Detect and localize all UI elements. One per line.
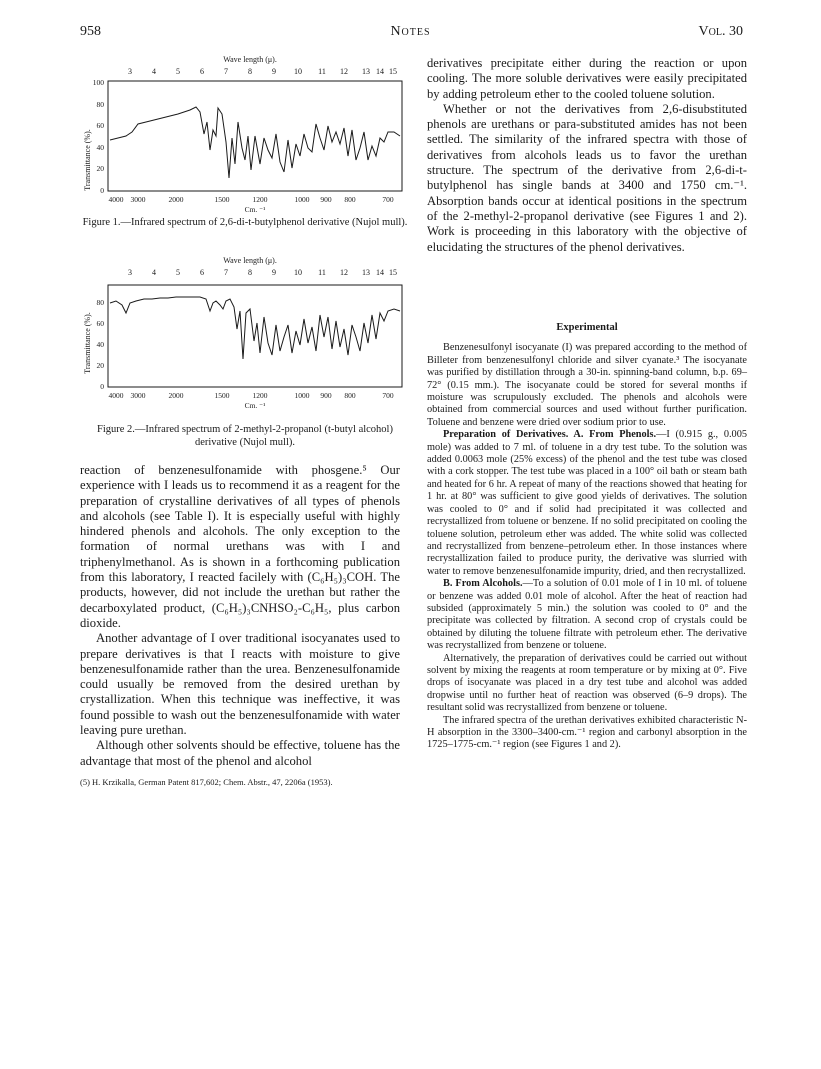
wavelength-tick: 9 (272, 268, 276, 277)
x-tick: 1500 (214, 391, 230, 400)
x-tick: 1200 (252, 391, 268, 400)
body-paragraph: Although other solvents should be effective, toluene has the advantage that most of the phenol and alcohol (80, 738, 400, 768)
figure-1 (80, 52, 410, 217)
y-tick: 60 (96, 121, 104, 130)
experimental-heading: Experimental (556, 322, 618, 333)
figure-2-caption: Figure 2.—Infrared spectrum of 2-methyl-2-propanol (t-butyl alcohol) derivative (Nujol mull). (97, 424, 393, 448)
x-tick: 3000 (130, 195, 146, 204)
wavelength-tick: 5 (176, 67, 180, 76)
x-tick: 900 (320, 195, 332, 204)
wavelength-tick: 15 (389, 67, 397, 76)
x-tick: 4000 (108, 391, 124, 400)
figure-1-y-axis-label: Transmittance (%). (83, 129, 92, 191)
experimental-paragraph: The infrared spectra of the urethan derivatives exhibited characteristic N-H absorption in the 3300–3400-cm.⁻¹ region and carbonyl absorption in the 1725–1775-cm.⁻¹ region (see Figures 1 and 2). (427, 714, 747, 751)
wavelength-tick: 4 (152, 67, 156, 76)
footnote: (5) H. Krzikalla, German Patent 817,602; Chem. Abstr., 47, 2206a (1953). (80, 776, 333, 787)
subsection-heading: B. From Alcohols. (443, 578, 523, 590)
y-tick: 60 (96, 319, 104, 328)
x-tick: 700 (382, 391, 394, 400)
y-tick: 80 (96, 100, 104, 109)
experimental-text: —To a solution of 0.01 mole of I in 10 ml. of toluene or benzene was added 0.01 mole of alcohol. After the heat of reaction had subsided (approximately 5 min.) the solution was cooled to 0° and the precipitate was collected by filtration. A second crop of crystals could be obtained by diluting the toluene filtrate with petroleum ether. The derivative was recrystallized from benzene or toluene. (427, 578, 747, 652)
wavelength-tick: 7 (224, 268, 228, 277)
figure-1-caption: Figure 1.—Infrared spectrum of 2,6-di-t-butylphenol derivative (Nujol mull). (82, 217, 408, 228)
wavelength-tick: 8 (248, 268, 252, 277)
wavelength-tick: 11 (318, 268, 326, 277)
figure-1-wavelength-label: Wave length (μ). (223, 55, 277, 64)
y-tick: 0 (100, 382, 104, 391)
x-tick: 2000 (168, 391, 184, 400)
wavelength-tick: 5 (176, 268, 180, 277)
y-tick: 80 (96, 298, 104, 307)
body-paragraph: derivatives precipitate either during the reaction or upon cooling. The more soluble derivatives were easily precipitated by adding petroleum ether to the cooled toluene solution. (427, 56, 747, 101)
page-number: 958 (80, 24, 101, 39)
body-paragraph: Another advantage of I over traditional isocyanates used to prepare derivatives is that I reacts with moisture to give benzenesulfonamide rather than the urea. Benzenesulfonamide could usually be removed from the desired urethan by crystallization. When this technique was ineffective, it was found possible to wash out the benzenesulfonamide with water leaving pure urethan. (80, 631, 400, 738)
figure-2 (80, 255, 410, 415)
y-tick: 40 (96, 340, 104, 349)
x-tick: 1200 (252, 195, 268, 204)
y-tick: 20 (96, 164, 104, 173)
x-tick: 700 (382, 195, 394, 204)
wavelength-tick: 15 (389, 268, 397, 277)
wavelength-tick: 14 (376, 268, 384, 277)
figure-1-spectrum (80, 52, 410, 217)
x-tick: 4000 (108, 195, 124, 204)
figure-2-spectrum (80, 255, 410, 415)
y-tick: 40 (96, 143, 104, 152)
experimental-paragraph: Benzenesulfonyl isocyanate (I) was prepared according to the method of Billeter from benzenesulfonyl chloride and silver cyanate.³ The isocyanate was purified by distillation through a 30-in. spinning-band column, b.p. 69–72° (0.15 mm.). The isocyanate could be stored for several months if moisture was scrupulously excluded. The phenols and alcohols were obtained from commercial sources and used without further purification. Toluene and benzene were dried over sodium prior to use. (427, 342, 747, 428)
x-tick: 800 (344, 195, 356, 204)
figure-1-spectrum-trace (110, 107, 400, 178)
body-paragraph: reaction of benzenesulfonamide with phosgene.⁵ Our experience with I leads us to recommend it as a reagent for the preparation of crystalline derivatives of all types of phenols and alcohols (see Table I). It is especially useful with highly hindered phenols and alcohols. The only exception to the formation of normal urethans was with I and triphenylmethanol. As is shown in a forthcoming publication from this laboratory, I reacted facilely with (C₆H₅)₃COH. The products, however, did not include the urethan but rather the decarboxylated product, (C₆H₅)₃CNHSO₂-C₆H₅, plus carbon dioxide. (80, 463, 400, 630)
wavelength-tick: 6 (200, 67, 204, 76)
x-tick: 1000 (294, 195, 310, 204)
wavelength-tick: 13 (362, 268, 370, 277)
right-column-text (427, 56, 747, 255)
x-tick: 2000 (168, 195, 184, 204)
volume-label: Vol. 30 (698, 24, 743, 39)
left-column-text (80, 463, 400, 787)
wavelength-tick: 9 (272, 67, 276, 76)
experimental-text: —I (0.915 g., 0.005 mole) was added to 7 ml. of toluene in a dry test tube. To the solution was added 0.0063 mole (25% excess) of the phenol and the test tube was closed with a cork stopper. The test tube was placed in a 100° oil bath or steam bath and heated for 6 hr. A repeat of many of the reactions showed that heating for 1 hr. at 80° was sufficient to give good yields of derivatives. The solution was cooled to 0° and if solid had precipitated it was collected and recrystallized from toluene or benzene. If no solid precipitated on cooling the toluene solution, petroleum ether was added. The white solid was collected and recrystallized from benzene–petroleum ether. In those instances where recrystallization failed to produce purity, the derivative was slurried with water to remove benzenesulfonamide impurity, dried, and then recrystallized. (427, 429, 747, 577)
figure-1-x-unit: Cm. ⁻¹ (244, 205, 266, 214)
figure-2-spectrum-trace (110, 297, 400, 359)
wavelength-tick: 6 (200, 268, 204, 277)
experimental-paragraph: Alternatively, the preparation of derivatives could be carried out without solvent by mixing the reagents at room temperature or by mixing at 0°. Five drops of isocyanate was placed in a dry test tube and alcohol was added dropwise until no further heat of reaction was observed (6–9 drops). The resultant solid was recrystallized from benzene or toluene. (427, 652, 747, 714)
figure-1-x-ticks (109, 195, 394, 204)
figure-2-wavelength-ticks (128, 268, 397, 277)
figure-2-wavelength-label: Wave length (μ). (223, 256, 277, 265)
experimental-paragraph (427, 429, 747, 578)
wavelength-tick: 8 (248, 67, 252, 76)
body-paragraph: Whether or not the derivatives from 2,6-disubstituted phenols are urethans or para-substituted amides has not been settled. The similarity of the infrared spectra with those of derivatives from alcohols leads us to favor the urethan structure. The spectrum of the derivative from 2,6-di-t-butylphenol has single bands at 3400 and 1750 cm.⁻¹. Absorption bands occur at identical positions in the spectrum of the 2-methyl-2-propanol derivative (see Figures 1 and 2). Work is proceeding in this laboratory with the objective of elucidating the structures of the phenol derivatives. (427, 101, 747, 254)
wavelength-tick: 12 (340, 268, 348, 277)
wavelength-tick: 10 (294, 268, 302, 277)
figure-2-x-unit: Cm. ⁻¹ (244, 401, 266, 410)
x-tick: 1500 (214, 195, 230, 204)
wavelength-tick: 10 (294, 67, 302, 76)
wavelength-tick: 3 (128, 268, 132, 277)
experimental-paragraph (427, 578, 747, 652)
wavelength-tick: 14 (376, 67, 384, 76)
wavelength-tick: 12 (340, 67, 348, 76)
subsection-heading: Preparation of Derivatives. A. From Phenols. (443, 429, 657, 441)
x-tick: 1000 (294, 391, 310, 400)
x-tick: 3000 (130, 391, 146, 400)
y-tick: 0 (100, 186, 104, 195)
y-tick: 20 (96, 361, 104, 370)
x-tick: 900 (320, 391, 332, 400)
y-tick: 100 (92, 78, 104, 87)
figure-1-wavelength-ticks (128, 67, 397, 76)
figure-2-x-ticks (109, 391, 394, 400)
x-tick: 800 (344, 391, 356, 400)
figure-2-y-ticks (97, 298, 105, 391)
wavelength-tick: 3 (128, 67, 132, 76)
figure-2-y-axis-label: Transmittance (%). (83, 312, 92, 374)
wavelength-tick: 7 (224, 67, 228, 76)
wavelength-tick: 4 (152, 268, 156, 277)
wavelength-tick: 11 (318, 67, 326, 76)
figure-1-y-ticks (93, 78, 105, 195)
wavelength-tick: 13 (362, 67, 370, 76)
running-head: Notes (390, 24, 431, 39)
experimental-section (427, 322, 747, 752)
